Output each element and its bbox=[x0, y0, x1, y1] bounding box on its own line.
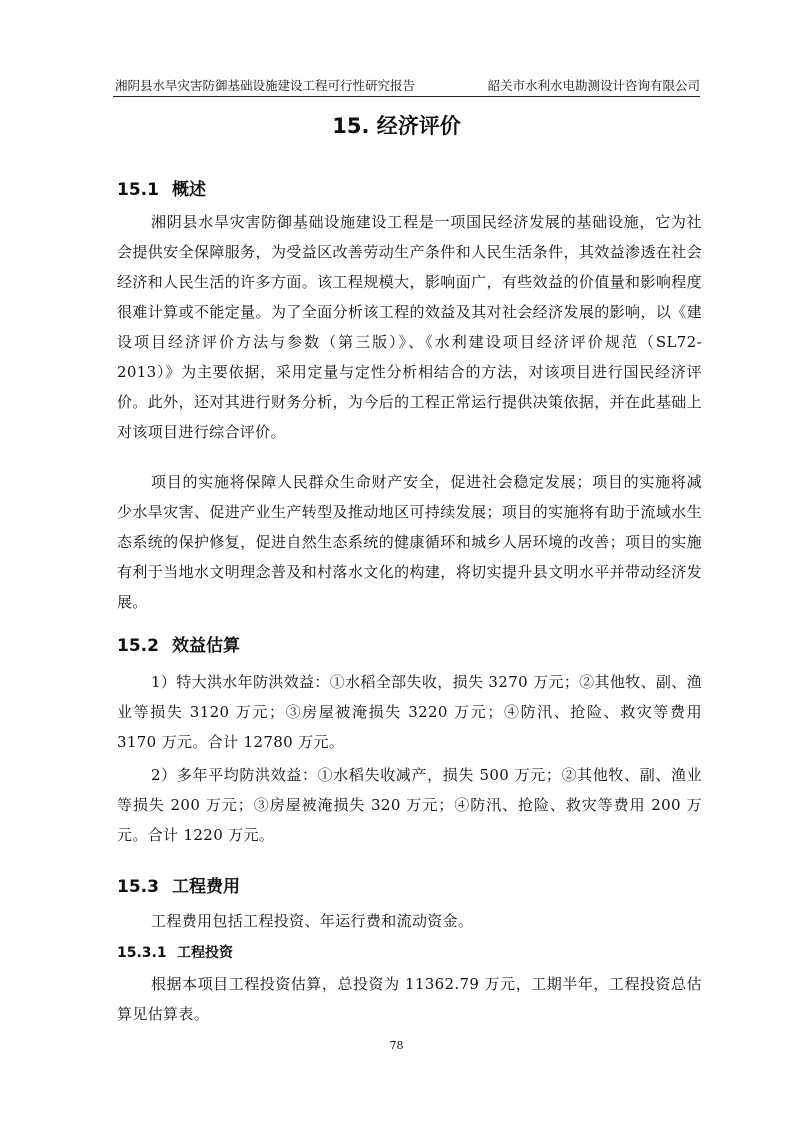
section-heading-15-3 bbox=[117, 874, 240, 900]
section-heading-15-3-1 bbox=[117, 941, 233, 965]
section-title: 概述 bbox=[172, 180, 206, 200]
section-heading-15-2 bbox=[117, 633, 240, 659]
paragraph-flood-benefit-extreme: 1）特大洪水年防洪效益：①水稻全部失收，损失 3270 万元；②其他牧、副、渔业等损失 3120 万元；③房屋被淹损失 3220 万元；④防汛、抢险、救灾等费用 3170 万元。合计 12780 万元。 bbox=[117, 673, 702, 751]
section-title: 工程投资 bbox=[177, 945, 233, 961]
paragraph-investment: 根据本项目工程投资估算，总投资为 11362.79 万元，工期半年，工程投资总估算见估算表。 bbox=[117, 975, 702, 1023]
section-title: 工程费用 bbox=[172, 877, 240, 897]
section-number: 15.2 bbox=[117, 636, 159, 656]
section-title: 效益估算 bbox=[172, 636, 240, 656]
paragraph-flood-benefit-average: 2）多年平均防洪效益：①水稻失收减产，损失 500 万元；②其他牧、副、渔业等损失 200 万元；③房屋被淹损失 320 万元；④防汛、抢险、救灾等费用 200 万元。合计 1220 万元。 bbox=[117, 766, 702, 844]
paragraph-overview-1: 湘阴县水旱灾害防御基础设施建设工程是一项国民经济发展的基础设施，它为社会提供安全保障服务，为受益区改善劳动生产条件和人民生活条件，其效益渗透在社会经济和人民生活的许多方面。该工程规模大，影响面广，有些效益的价值量和影响程度很难计算或不能定量。为了全面分析该工程的效益及其对社会经济发展的影响，以《建设项目经济评价方法与参数（第三版）》、《水利建设项目经济评价规范（SL72-2013）》为主要依据，采用定量与定性分析相结合的方法，对该项目进行国民经济评价。此外，还对其进行财务分析，为今后的工程正常运行提供决策依据，并在此基础上对该项目进行综合评价。 bbox=[117, 213, 702, 441]
header-company-name: 韶关市水利水电勘测设计咨询有限公司 bbox=[487, 78, 700, 93]
paragraph-overview-2: 项目的实施将保障人民群众生命财产安全，促进社会稳定发展；项目的实施将减少水旱灾害、促进产业生产转型及推动地区可持续发展；项目的实施将有助于流域水生态系统的保护修复，促进自然生态系统的健康循环和城乡人居环境的改善；项目的实施有利于当地水文明理念普及和村落水文化的构建，将切实提升县文明水平并带动经济发展。 bbox=[117, 473, 702, 611]
chapter-title: 15. 经济评价 bbox=[332, 114, 461, 138]
page-number: 78 bbox=[389, 1039, 404, 1052]
section-number: 15.1 bbox=[117, 180, 159, 200]
page-header bbox=[113, 76, 700, 96]
header-divider bbox=[113, 96, 700, 97]
section-number: 15.3.1 bbox=[117, 945, 167, 961]
section-heading-15-1 bbox=[117, 177, 206, 203]
section-number: 15.3 bbox=[117, 877, 159, 897]
paragraph-project-cost: 工程费用包括工程投资、年运行费和流动资金。 bbox=[151, 912, 474, 930]
header-report-title: 湘阴县水旱灾害防御基础设施建设工程可行性研究报告 bbox=[115, 78, 416, 93]
